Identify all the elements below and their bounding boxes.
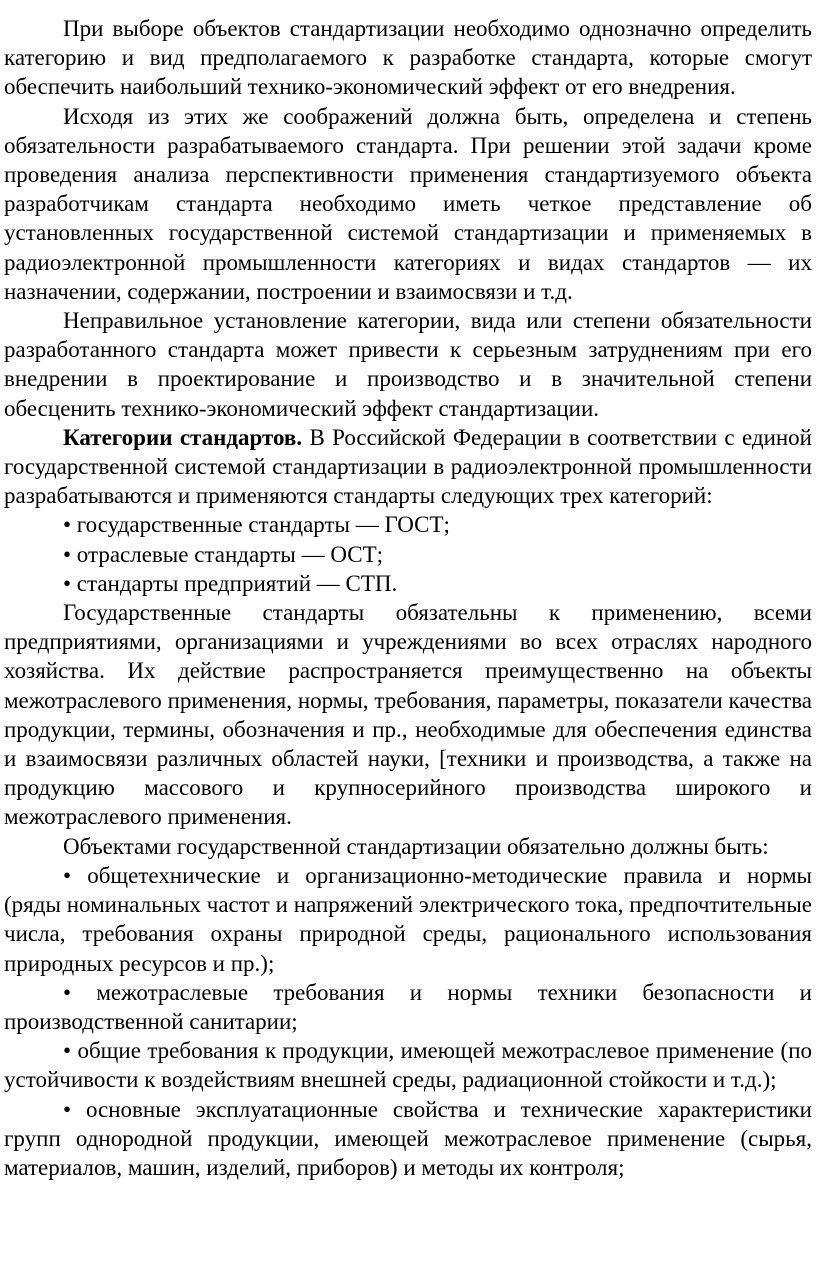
paragraph-degree-of-obligation: Исходя из этих же соображений должна быть, определена и степень обязательности разрабатываемого стандарта. При решении этой задачи кроме проведения анализа перспективности применения стандартизуемого объекта разработчикам стандарта необходимо иметь четкое представление об установленных государственной системой стандартизации и применяемых в радиоэлектронной промышленности категориях и видах стандартов — их назначении, содержании, построении и взаимосвязи и т.д. (4, 103, 812, 304)
list-item-stp: • стандарты предприятий — СТП. (63, 570, 398, 596)
paragraph-choice-of-objects: При выборе объектов стандартизации необходимо однозначно определить категорию и вид предполагаемого к разработке стандарта, которые смогут обеспечить наибольший технико-экономический эффект от его внедрения. (4, 16, 812, 100)
list-item-general-technical: • общетехнические и организационно-методические правила и нормы (ряды номинальных частот и напряжений электрического тока, предпочтительные числа, требования охраны природной среды, рационального использования природных ресурсов и пр.); (4, 862, 812, 976)
paragraph-wrong-category: Неправильное установление категории, вида или степени обязательности разработанного стандарта может привести к серьезным затруднениям при его внедрении в проектирование и производство и в значительной степени обесценить технико-экономический эффект стандартизации. (4, 308, 812, 421)
paragraph-state-standards: Государственные стандарты обязательны к применению, всеми предприятиями, организациями и учреждениями во всех отраслях народного хозяйства. Их действие распространяется преимущественно на объекты межотраслевого применения, нормы, требования, параметры, показатели качества продукции, термины, обозначения и пр., необходимые для обеспечения единства и взаимосвязи различных областей науки, [техники и производства, а также на продукцию массового и крупносерийного производства широкого и межотраслевого применения. (4, 600, 812, 830)
list-item-gost: • государственные стандарты — ГОСТ; (63, 512, 450, 538)
list-item-product-requirements: • общие требования к продукции, имеющей межотраслевое применение (по устойчивости к воздействиям внешней среды, радиационной стойкости и т.д.); (4, 1038, 812, 1093)
section-heading: Категории стандартов. (63, 424, 303, 450)
paragraph-categories-intro (4, 423, 812, 511)
list-item-operational-properties: • основные эксплуатационные свойства и технические характеристики групп однородной продукции, имеющей межотраслевое применение (сырья, материалов, машин, изделий, приборов) и методы их контроля; (4, 1096, 812, 1180)
list-item-safety: • межотраслевые требования и нормы техники безопасности и производственной санитарии; (4, 979, 812, 1034)
categories-intro-text: В Российской Федерации в соответствии с единой государственной системой стандартизации в радиоэлектронной промышленности разрабатываются и применяются стандарты следующих трех категорий: (4, 424, 812, 509)
paragraph-objects-intro: Объектами государственной стандартизации обязательно должны быть: (63, 833, 769, 859)
list-item-ost: • отраслевые стандарты — ОСТ; (63, 541, 384, 567)
